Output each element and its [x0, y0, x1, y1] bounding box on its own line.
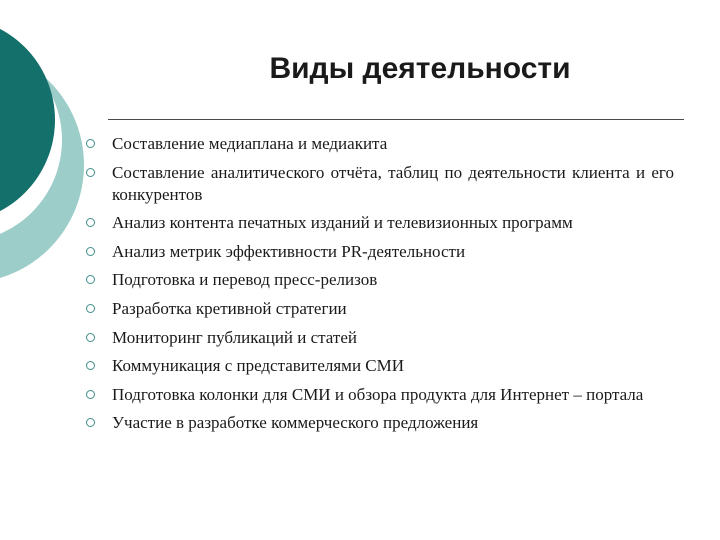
circle-bullet-icon — [86, 275, 95, 284]
list-item-text: Анализ контента печатных изданий и телевизионных программ — [112, 213, 573, 233]
list-item-text: Составление аналитического отчёта, таблиц по деятельности клиента и его конкурентов — [112, 162, 674, 204]
list-item-text: Подготовка и перевод пресс-релизов — [112, 270, 378, 290]
circle-bullet-icon — [86, 361, 95, 370]
title-divider — [108, 119, 684, 120]
list-item — [84, 412, 674, 434]
list-item — [84, 269, 674, 291]
list-item — [84, 212, 674, 234]
list-item-text: Участие в разработке коммерческого предложения — [112, 413, 479, 433]
slide-title: Виды деятельности — [269, 52, 571, 85]
circle-bullet-icon — [86, 139, 95, 148]
list-item — [84, 241, 674, 263]
circle-bullet-icon — [86, 418, 95, 427]
list-item-text: Разработка кретивной стратегии — [112, 298, 347, 318]
circle-bullet-icon — [86, 168, 95, 177]
list-item-text: Коммуникация с представителями СМИ — [112, 356, 405, 376]
list-item — [84, 162, 674, 206]
circle-bullet-icon — [86, 247, 95, 256]
list-item — [84, 355, 674, 377]
list-item-text: Анализ метрик эффективности PR-деятельности — [112, 241, 466, 261]
list-item — [84, 327, 674, 349]
circle-bullet-icon — [86, 333, 95, 342]
list-item — [84, 298, 674, 320]
circle-bullet-icon — [86, 390, 95, 399]
list-item — [84, 133, 674, 155]
activity-list — [84, 133, 674, 441]
circle-bullet-icon — [86, 218, 95, 227]
circle-bullet-icon — [86, 304, 95, 313]
list-item — [84, 384, 674, 406]
list-item-text: Мониторинг публикаций и статей — [112, 327, 357, 347]
list-item-text: Составление медиаплана и медиакита — [112, 134, 388, 153]
list-item-text: Подготовка колонки для СМИ и обзора продукта для Интернет – портала — [112, 384, 644, 404]
